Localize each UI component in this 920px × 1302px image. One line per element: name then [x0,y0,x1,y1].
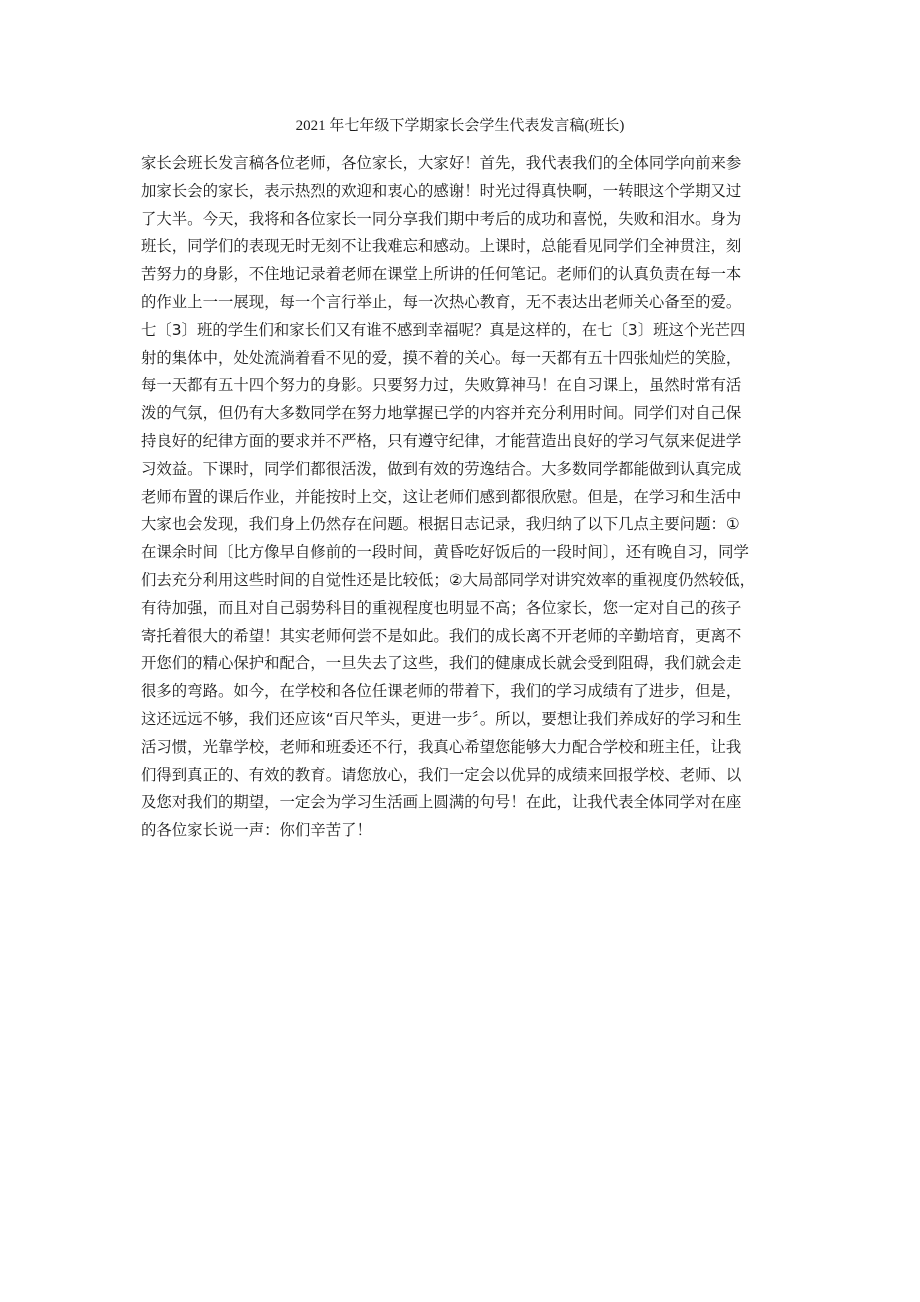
paragraph-line: 了大半。今天，我将和各位家长一同分享我们期中考后的成功和喜悦，失败和泪水。身为 [141,209,742,228]
paragraph-line: 班长，同学们的表现无时无刻不让我难忘和感动。上课时，总能看见同学们全神贯注，刻 [141,237,742,256]
paragraph-line: 的作业上一一展现，每一个言行举止，每一次热心教育，无不表达出老师关心备至的爱。 [141,292,742,311]
paragraph-line: 这还远远不够，我们还应该“百尺竿头，更进一步〞。所以，要想让我们养成好的学习和生 [141,709,742,728]
paragraph-line: 有待加强，而且对自己弱势科目的重视程度也明显不高；各位家长，您一定对自己的孩子 [141,598,742,617]
paragraph-line: 加家长会的家长，表示热烈的欢迎和衷心的感谢！时光过得真快啊，一转眼这个学期又过 [141,181,742,200]
paragraph-line: 泼的气氛，但仍有大多数同学在努力地掌握已学的内容并充分利用时间。同学们对自己保 [141,404,742,423]
paragraph-line: 持良好的纪律方面的要求并不严格，只有遵守纪律，才能营造出良好的学习气氛来促进学 [141,431,742,450]
paragraph-line: 开您们的精心保护和配合，一旦失去了这些，我们的健康成长就会受到阻碍，我们就会走 [141,654,742,673]
paragraph-line: 很多的弯路。如今，在学校和各位任课老师的带着下，我们的学习成绩有了进步，但是， [141,682,742,701]
paragraph-line: 寄托着很大的希望！其实老师何尝不是如此。我们的成长离不开老师的辛勤培育，更离不 [141,626,742,645]
paragraph-line: 在课余时间〔比方像早自修前的一段时间，黄昏吃好饭后的一段时间〕，还有晚自习，同学 [141,543,749,562]
paragraph-line: 苦努力的身影，不住地记录着老师在课堂上所讲的任何笔记。老师们的认真负责在每一本 [141,265,742,284]
paragraph-line: 七〔3〕班的学生们和家长们又有谁不感到幸福呢？真是这样的，在七〔3〕班这个光芒四 [141,320,746,339]
paragraph-line: 及您对我们的期望，一定会为学习生活画上圆满的句号！在此，让我代表全体同学对在座 [141,793,742,812]
paragraph-line: 的各位家长说一声：你们辛苦了！ [141,821,372,840]
paragraph-line: 活习惯，光靠学校，老师和班委还不行，我真心希望您能够大力配合学校和班主任，让我 [141,737,742,756]
document-title: 2021 年七年级下学期家长会学生代表发言稿(班长) [295,118,625,134]
paragraph-line: 射的集体中，处处流淌着看不见的爱，摸不着的关心。每一天都有五十四张灿烂的笑脸， [141,348,742,367]
paragraph-line: 家长会班长发言稿各位老师，各位家长，大家好！首先，我代表我们的全体同学向前来参 [141,154,742,172]
paragraph-line: 习效益。下课时，同学们都很活泼，做到有效的劳逸结合。大多数同学都能做到认真完成 [141,459,742,478]
paragraph-line: 们去充分利用这些时间的自觉性还是比较低；②大局部同学对讲究效率的重视度仍然较低， [141,570,756,589]
document-body [141,150,801,845]
paragraph-line: 每一天都有五十四个努力的身影。只要努力过，失败算神马！在自习课上，虽然时常有活 [141,376,742,395]
paragraph-line: 老师布置的课后作业，并能按时上交，这让老师们感到都很欣慰。但是，在学习和生活中 [141,487,742,506]
paragraph-line: 大家也会发现，我们身上仍然存在问题。根据日志记录，我归纳了以下几点主要问题：① [141,515,740,534]
paragraph-line: 们得到真正的、有效的教育。请您放心，我们一定会以优异的成绩来回报学校、老师、以 [141,765,742,784]
